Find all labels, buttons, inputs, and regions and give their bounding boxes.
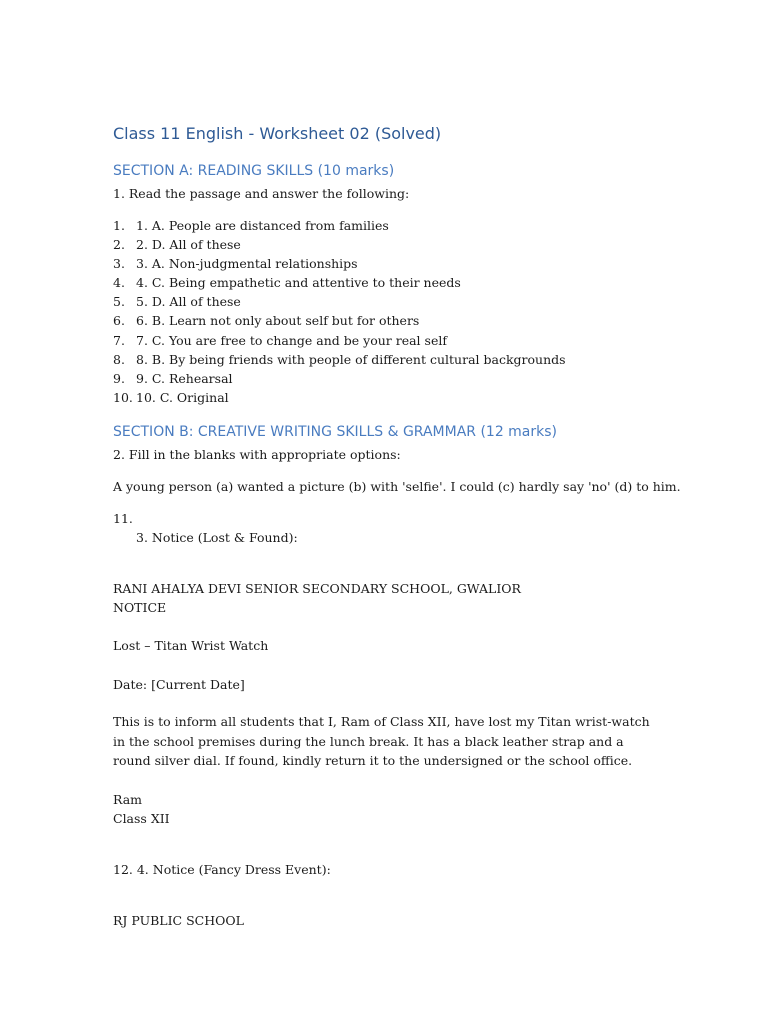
list-item-text: 5. D. All of these bbox=[136, 294, 241, 310]
notice-school-name: RANI AHALYA DEVI SENIOR SECONDARY SCHOOL, GWALIOR bbox=[113, 581, 521, 596]
list-item-number: 8. bbox=[113, 351, 125, 367]
list-item bbox=[113, 350, 566, 369]
list-item-number: 3. bbox=[113, 256, 125, 272]
fill-blanks-answer: A young person (a) wanted a picture (b) with 'selfie'. I could (c) hardly say 'no' (d) to him. bbox=[113, 479, 681, 494]
list-item-text: 4. C. Being empathetic and attentive to their needs bbox=[136, 275, 461, 291]
list-item-number: 10. bbox=[113, 389, 133, 405]
document-title: Class 11 English - Worksheet 02 (Solved) bbox=[113, 124, 442, 143]
list-item bbox=[113, 254, 566, 273]
list-item-number: 1. bbox=[113, 218, 125, 233]
notice-date: Date: [Current Date] bbox=[113, 677, 245, 692]
list-item-number: 4. bbox=[113, 275, 125, 291]
list-item bbox=[113, 216, 566, 235]
notice-subject: Lost – Titan Wrist Watch bbox=[113, 638, 269, 653]
section-b-instruction: 2. Fill in the blanks with appropriate options: bbox=[113, 447, 401, 462]
list-item-number: 9. bbox=[113, 370, 125, 386]
list-item-text: 7. C. You are free to change and be your real self bbox=[136, 332, 447, 348]
notice-2-school-name: RJ PUBLIC SCHOOL bbox=[113, 913, 244, 928]
item-11-text: 3. Notice (Lost & Found): bbox=[136, 530, 298, 545]
section-a-instruction: 1. Read the passage and answer the following: bbox=[113, 186, 410, 201]
list-item bbox=[113, 388, 566, 407]
list-item-text: 2. D. All of these bbox=[136, 237, 241, 253]
list-item-number: 2. bbox=[113, 237, 125, 253]
list-item-text: 3. A. Non-judgmental relationships bbox=[136, 256, 358, 272]
list-item bbox=[113, 273, 566, 292]
list-item-text: 9. C. Rehearsal bbox=[136, 370, 233, 386]
list-item bbox=[113, 292, 566, 311]
list-item bbox=[113, 235, 566, 254]
list-item bbox=[113, 369, 566, 388]
section-b-heading: SECTION B: CREATIVE WRITING SKILLS & GRAMMAR (12 marks) bbox=[113, 424, 558, 440]
section-a-answer-list bbox=[113, 216, 566, 407]
list-item-number: 6. bbox=[113, 313, 125, 329]
notice-signer-name: Ram bbox=[113, 792, 143, 807]
notice-label: NOTICE bbox=[113, 600, 167, 615]
list-item bbox=[113, 311, 566, 330]
list-item-number: 5. bbox=[113, 294, 125, 310]
item-11-number: 11. bbox=[113, 511, 133, 526]
list-item-text: 10. C. Original bbox=[136, 389, 229, 405]
notice-signer-class: Class XII bbox=[113, 811, 170, 826]
list-item-text: 8. B. By being friends with people of different cultural backgrounds bbox=[136, 351, 566, 367]
notice-body: This is to inform all students that I, Ram of Class XII, have lost my Titan wrist-watch in the school premises during the lunch break. It has a black leather strap and a round silver dial. If found, kindly return it to the undersigned or the school office. bbox=[113, 714, 650, 768]
list-item-text: 6. B. Learn not only about self but for others bbox=[136, 313, 420, 329]
item-12-text: 12. 4. Notice (Fancy Dress Event): bbox=[113, 862, 331, 877]
list-item-number: 7. bbox=[113, 332, 125, 348]
list-item-text: 1. A. People are distanced from families bbox=[136, 218, 389, 233]
list-item bbox=[113, 331, 566, 350]
section-a-heading: SECTION A: READING SKILLS (10 marks) bbox=[113, 163, 395, 179]
